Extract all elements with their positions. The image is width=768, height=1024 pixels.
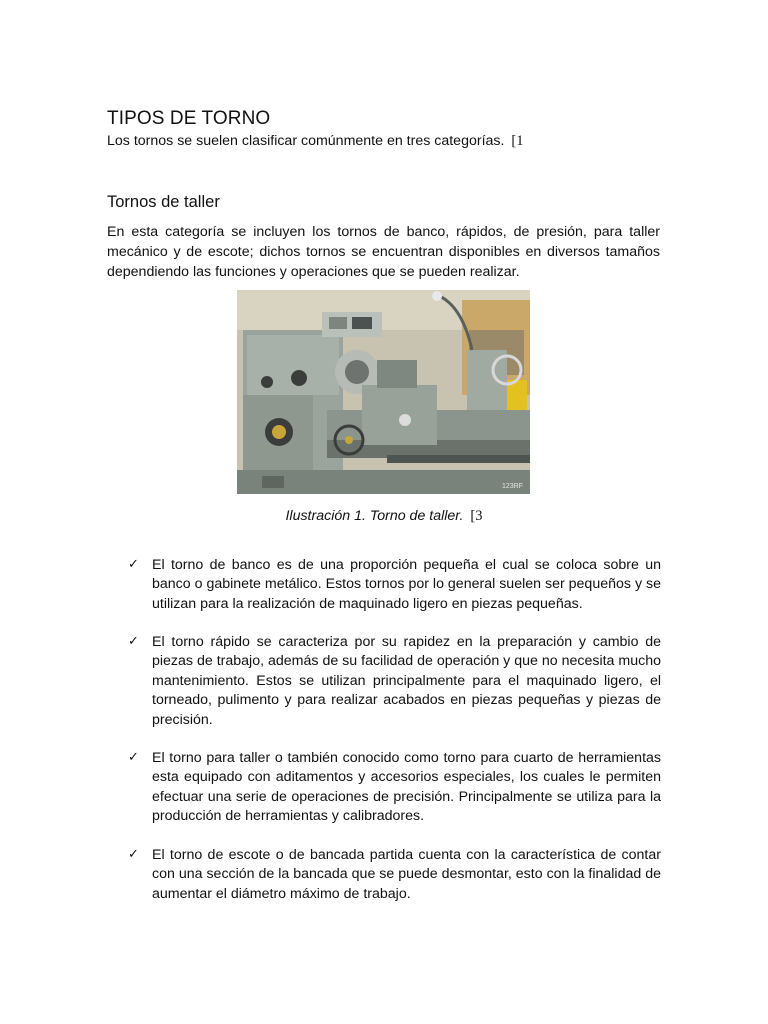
list-item-text: El torno de banco es de una proporción pequeña el cual se coloca sobre un banco o gabinete metálico. Estos tornos por lo general suelen ser pequeños y se utilizan para la realización de maquinado ligero en piezas pequeñas.: [152, 557, 661, 612]
caption-text: Ilustración 1. Torno de taller.: [285, 508, 464, 524]
figure-caption: [0, 508, 768, 525]
intro-paragraph: [107, 133, 667, 150]
checkmark-icon: ✓: [128, 634, 139, 649]
lathe-photo: [237, 290, 530, 494]
checkmark-icon: ✓: [128, 557, 139, 572]
intro-text: Los tornos se suelen clasificar comúnmente en tres categorías.: [107, 133, 505, 149]
list-item-text: El torno rápido se caracteriza por su rapidez en la preparación y cambio de piezas de trabajo, además de su facilidad de operación y que no necesita mucho mantenimiento. Estos se utilizan principalmente para el maquinado ligero, el torneado, pulimento y para realizar acabados en piezas pequeñas y piezas de precisión.: [152, 634, 661, 728]
list-item-text: El torno para taller o también conocido como torno para cuarto de herramientas esta equipado con aditamentos y accesorios especiales, los cuales le permiten efectuar una serie de operaciones de precisión. Principalmente se utiliza para la producción de herramientas y calibradores.: [152, 750, 661, 825]
checkmark-icon: ✓: [128, 750, 139, 765]
watermark-text: 123RF: [502, 483, 524, 490]
document-title: TIPOS DE TORNO: [107, 108, 271, 129]
list-item-text: El torno de escote o de bancada partida cuenta con la característica de contar con una sección de la bancada que se puede desmontar, esto con la finalidad de aumentar el diámetro máximo de trabajo.: [152, 847, 661, 902]
checkmark-icon: ✓: [128, 847, 139, 862]
section-paragraph: En esta categoría se incluyen los tornos de banco, rápidos, de presión, para taller mecánico y de escote; dichos tornos se encuentran disponibles en diversos tamaños dependiendo las funciones y operaciones que se pueden realizar.: [107, 224, 660, 280]
intro-citation: [1: [511, 133, 524, 149]
section-heading: Tornos de taller: [107, 193, 220, 211]
caption-citation: [3: [470, 508, 483, 524]
